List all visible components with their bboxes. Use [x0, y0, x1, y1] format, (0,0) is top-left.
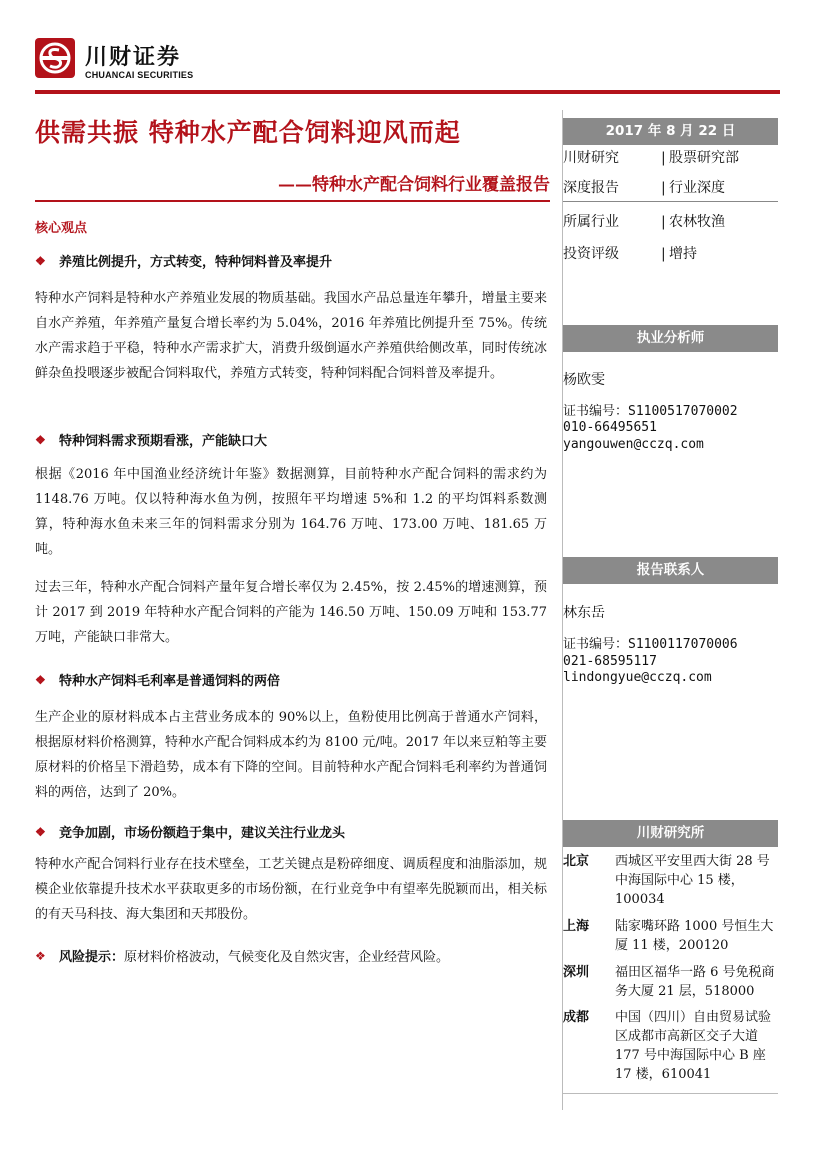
info-divider	[563, 201, 778, 202]
contact-name: 林东岳	[563, 605, 605, 621]
info-row	[563, 178, 725, 198]
risk-text: 原材料价格波动，气候变化及自然灾害，企业经营风险。	[124, 950, 450, 965]
section-heading	[35, 251, 547, 270]
info-separator: |	[661, 246, 666, 262]
analyst-name: 杨欧雯	[563, 372, 605, 388]
analyst-header: 执业分析师	[563, 325, 778, 352]
section-heading	[35, 430, 547, 449]
section-heading	[35, 670, 547, 689]
chuancai-logo-icon	[35, 38, 75, 78]
info-row	[563, 212, 725, 232]
diamond-bullet-icon: ❖	[35, 253, 46, 268]
info-row	[563, 244, 697, 264]
section-heading-text: 竞争加剧，市场份额趋于集中，建议关注行业龙头	[59, 826, 346, 841]
risk-label: 风险提示：	[59, 950, 125, 965]
analyst-email: yangouwen@cczq.com	[563, 437, 704, 452]
info-separator: |	[661, 150, 666, 166]
core-views-label: 核心观点	[35, 221, 88, 236]
office-city: 北京	[563, 854, 590, 869]
brand-name-en: CHUANCAI SECURITIES	[85, 70, 194, 80]
contact-header: 报告联系人	[563, 557, 778, 584]
contact-email: lindongyue@cczq.com	[563, 670, 712, 685]
analyst-phone: 010-66495651	[563, 420, 657, 435]
diamond-bullet-icon: ❖	[35, 672, 46, 687]
info-separator: |	[661, 214, 666, 230]
section-heading-text: 养殖比例提升，方式转变，特种饲料普及率提升	[59, 255, 333, 270]
header-rule	[35, 90, 780, 94]
info-value: 股票研究部	[669, 150, 739, 166]
office-address: 西城区平安里西大街 28 号中海国际中心 15 楼，100034	[615, 854, 770, 907]
office-address: 中国（四川）自由贸易试验区成都市高新区交子大道 177 号中海国际中心 B 座 17 楼，610041	[615, 1010, 772, 1082]
title-rule	[35, 200, 550, 202]
info-row	[563, 148, 739, 168]
office-city: 深圳	[563, 965, 590, 980]
info-key: 川财研究	[563, 150, 619, 166]
info-key: 投资评级	[563, 246, 619, 262]
office-address: 陆家嘴环路 1000 号恒生大厦 11 楼，200120	[615, 919, 774, 953]
info-value: 行业深度	[669, 180, 725, 196]
info-key: 所属行业	[563, 214, 619, 230]
brand-name-cn: 川财证券	[85, 45, 182, 70]
office-city: 上海	[563, 919, 590, 934]
section-paragraph: 特种水产饲料是特种水产养殖业发展的物质基础。我国水产品总量连年攀升，增量主要来自水产养殖，年养殖产量复合增长率约为 5.04%，2016 年养殖比例提升至 75%。传统水产需求趋于平稳，特种水产需求扩大，消费升级倒逼水产养殖供给侧改革，同时传统冰鲜杂鱼投喂逐步被配合饲料取代，养殖方式转变，特种饲料配合饲料普及率提升。	[35, 291, 547, 381]
office-address: 福田区福华一路 6 号免税商务大厦 21 层，518000	[615, 965, 775, 999]
office-city: 成都	[563, 1010, 590, 1025]
diamond-bullet-icon: ❖	[35, 432, 46, 447]
diamond-bullet-icon: ❖	[35, 824, 46, 839]
section-heading-text: 特种水产饲料毛利率是普通饲料的两倍	[59, 674, 281, 689]
info-value: 农林牧渔	[669, 214, 725, 230]
report-subtitle: ——特种水产配合饲料行业覆盖报告	[278, 175, 550, 195]
report-title: 供需共振 特种水产配合饲料迎风而起	[35, 118, 461, 147]
report-date: 2017 年 8 月 22 日	[563, 118, 778, 145]
institute-header: 川财研究所	[563, 820, 778, 847]
diamond-bullet-icon: ❖	[35, 948, 46, 963]
sidebar-bottom-rule	[563, 1093, 778, 1094]
section-heading	[35, 822, 547, 841]
section-paragraph: 特种水产配合饲料行业存在技术壁垒，工艺关键点是粉碎细度、调质程度和油脂添加，规模企业依靠提升技术水平获取更多的市场份额，在行业竞争中有望率先脱颖而出，相关标的有天马科技、海大集团和天邦股份。	[35, 857, 547, 922]
analyst-cert: 证书编号：S1100517070002	[563, 404, 738, 419]
info-value: 增持	[669, 246, 697, 262]
info-separator: |	[661, 180, 666, 196]
contact-phone: 021-68595117	[563, 654, 657, 669]
section-paragraph: 过去三年，特种水产配合饲料产量年复合增长率仅为 2.45%，按 2.45%的增速测算，预计 2017 到 2019 年特种水产配合饲料的产能为 146.50 万吨、150.09 万吨和 153.77 万吨，产能缺口非常大。	[35, 580, 547, 645]
risk-warning	[35, 946, 547, 965]
section-heading-text: 特种饲料需求预期看涨，产能缺口大	[59, 434, 268, 449]
section-paragraph: 根据《2016 年中国渔业经济统计年鉴》数据测算，目前特种水产配合饲料的需求约为 1148.76 万吨。仅以特种海水鱼为例，按照年平均增速 5%和 1.2 的平均饵料系数测算，特种海水鱼未来三年的饲料需求分别为 164.76 万吨、173.00 万吨、181.65 万吨。	[35, 467, 547, 557]
contact-cert: 证书编号：S1100117070006	[563, 637, 738, 652]
info-key: 深度报告	[563, 180, 619, 196]
section-paragraph: 生产企业的原材料成本占主营业务成本的 90%以上，鱼粉使用比例高于普通水产饲料，根据原材料价格测算，特种水产配合饲料成本约为 8100 元/吨。2017 年以来豆粕等主要原材料的价格呈下滑趋势，成本有下降的空间。目前特种水产配合饲料毛利率约为普通饲料的两倍，达到了 20%。	[35, 710, 547, 800]
